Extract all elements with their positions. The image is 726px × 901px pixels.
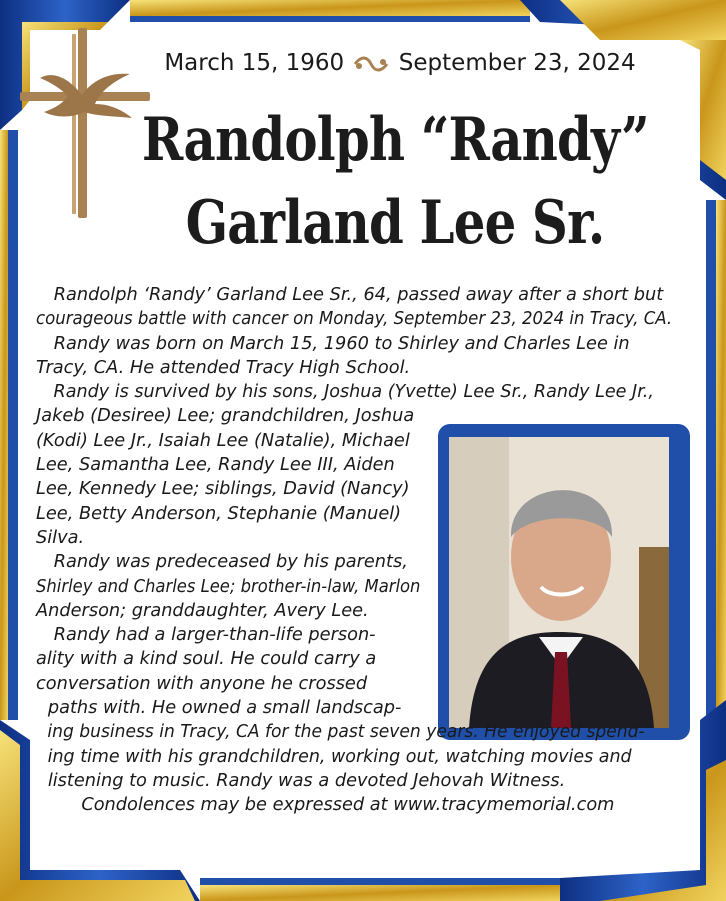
name-line-2: Garland Lee Sr. [185, 188, 605, 258]
obituary-text [36, 283, 716, 818]
name-line-1: Randolph “Randy” [141, 105, 649, 175]
obit-line: Anderson; granddaughter, Avery Lee. [36, 599, 369, 621]
obit-line: Shirley and Charles Lee; brother-in-law, Marlon [36, 575, 421, 597]
obit-line: Randy is survived by his sons, Joshua (Yvette) Lee Sr., Randy Lee Jr., [53, 381, 654, 403]
obit-line: ing business in Tracy, CA for the past seven years. He enjoyed spend- [47, 721, 645, 743]
obit-line: courageous battle with cancer on Monday, September 23, 2024 in Tracy, CA. [36, 308, 673, 330]
obit-line: Randy had a larger-than-life person- [53, 624, 376, 646]
obit-line: Silva. [36, 526, 85, 548]
obit-line: listening to music. Randy was a devoted Jehovah Witness. [47, 769, 566, 791]
ornament-separator-icon [351, 54, 391, 74]
obit-line: Randy was predeceased by his parents, [53, 551, 408, 573]
obit-line: Randy was born on March 15, 1960 to Shirley and Charles Lee in [53, 332, 630, 354]
death-date: September 23, 2024 [398, 50, 636, 76]
obit-line: Tracy, CA. He attended Tracy High School. [36, 356, 411, 378]
condolences-line: Condolences may be expressed at www.tracymemorial.com [81, 794, 615, 816]
cross-dove-icon [20, 28, 150, 218]
obit-line: Lee, Betty Anderson, Stephanie (Manuel) [36, 502, 402, 524]
life-dates [160, 50, 640, 76]
obit-line: ing time with his grandchildren, working out, watching movies and [47, 745, 632, 767]
birth-date: March 15, 1960 [164, 50, 345, 76]
obit-line: Lee, Samantha Lee, Randy Lee III, Aiden [36, 454, 395, 476]
obit-line: (Kodi) Lee Jr., Isaiah Lee (Natalie), Michael [36, 429, 410, 451]
obit-line: Lee, Kennedy Lee; siblings, David (Nancy) [36, 478, 410, 500]
obit-line: paths with. He owned a small landscap- [47, 697, 402, 719]
obit-line: Randolph ‘Randy’ Garland Lee Sr., 64, passed away after a short but [53, 284, 664, 305]
obit-line: ality with a kind soul. He could carry a [36, 648, 377, 670]
obit-line: Jakeb (Desiree) Lee; grandchildren, Joshua [36, 405, 415, 427]
obit-line: conversation with anyone he crossed [36, 672, 368, 694]
